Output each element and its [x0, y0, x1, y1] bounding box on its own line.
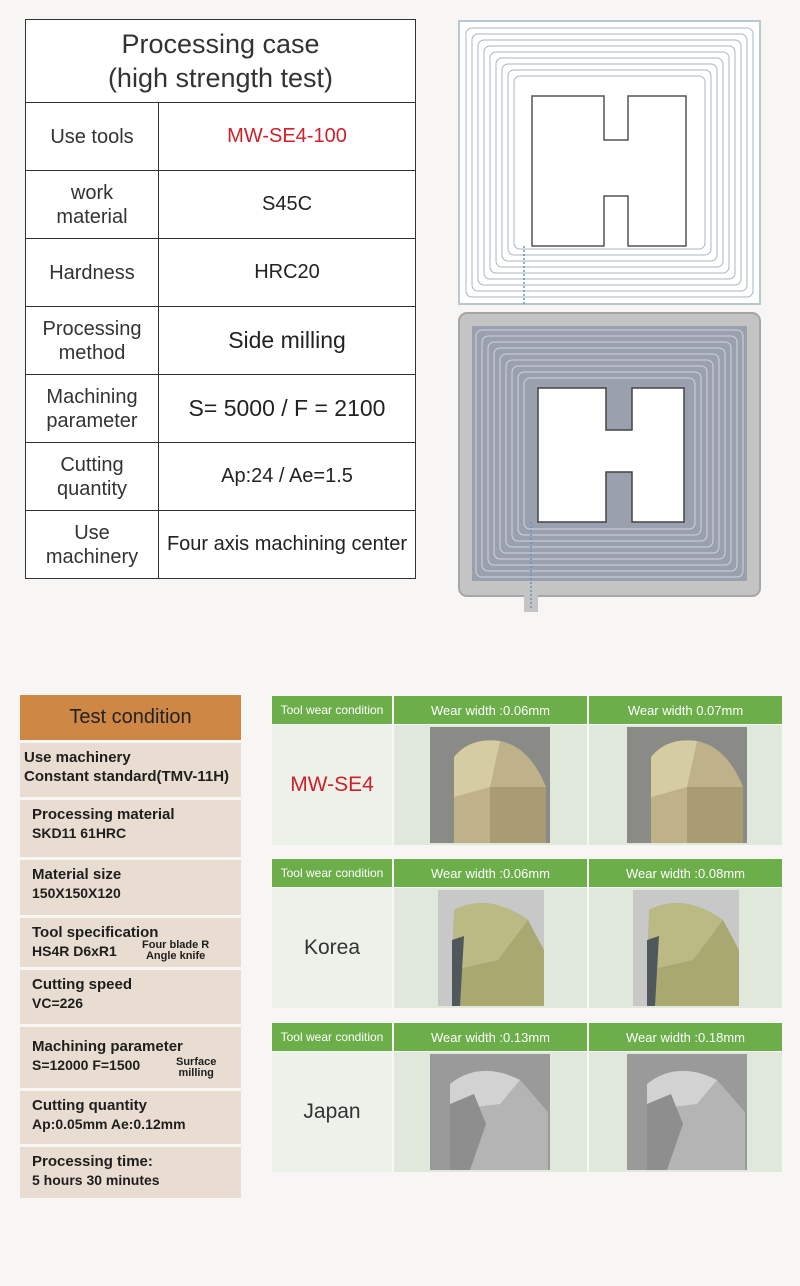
value-use-machinery: Four axis machining center — [159, 511, 416, 579]
brand-name: MW-SE4 — [272, 725, 392, 845]
label-line: parameter — [46, 409, 138, 432]
tool-photo-1 — [394, 888, 587, 1008]
toolpath-outline-image — [458, 20, 761, 305]
value-work-material: S45C — [159, 171, 416, 239]
tc-processing-material — [20, 800, 241, 857]
wear-width-1: Wear width :0.06mm — [394, 859, 587, 887]
tc-note-line: Angle knife — [145, 950, 206, 962]
tc-note — [176, 1057, 216, 1079]
label-line: Use — [74, 521, 110, 544]
wear-width-2: Wear width 0.07mm — [589, 696, 782, 724]
label-line: Machining — [46, 385, 138, 408]
tool-photo-2 — [589, 888, 782, 1008]
tc-line: SKD11 61HRC — [32, 825, 127, 841]
tc-line: Cutting speed — [32, 976, 132, 993]
tc-processing-time — [20, 1147, 241, 1198]
tc-line: HS4R D6xR1 — [32, 943, 117, 959]
tool-tip-photo-icon — [430, 727, 550, 843]
wear-block-japan — [272, 1023, 782, 1172]
label-machining-parameter — [26, 375, 159, 443]
label-line: method — [58, 341, 126, 364]
label-line: quantity — [56, 477, 128, 500]
wear-width-2: Wear width :0.08mm — [589, 859, 782, 887]
value-use-tools: MW-SE4-100 — [159, 103, 416, 171]
tc-use-machinery — [20, 743, 241, 797]
test-condition-panel — [20, 695, 241, 1198]
tc-tool-specification — [20, 918, 241, 967]
label-line: machinery — [45, 545, 139, 568]
tc-cutting-quantity — [20, 1091, 241, 1144]
tool-photo-2 — [589, 1052, 782, 1172]
tc-line: Constant standard(TMV-11H) — [24, 768, 230, 785]
tc-note-line: Surface — [176, 1056, 217, 1068]
wear-block-mw-se4 — [272, 696, 782, 845]
tc-line: Material size — [32, 866, 122, 883]
tc-cutting-speed — [20, 970, 241, 1024]
tc-material-size — [20, 860, 241, 915]
wear-condition-label: Tool wear condition — [272, 859, 392, 887]
tc-line: Processing material — [32, 806, 175, 823]
tc-line: S=12000 F=1500 — [32, 1057, 141, 1073]
value-processing-method: Side milling — [159, 307, 416, 375]
label-line: Cutting — [60, 453, 124, 476]
tc-line: Ap:0.05mm Ae:0.12mm — [32, 1116, 186, 1132]
tc-line: 5 hours 30 minutes — [32, 1172, 160, 1188]
tc-line: Cutting quantity — [32, 1097, 147, 1114]
title-line-2: (high strength test) — [107, 63, 334, 93]
tc-note-line: milling — [178, 1067, 214, 1079]
tool-tip-photo-icon — [627, 727, 747, 843]
title-line-1: Processing case — [121, 29, 320, 59]
value-machining-parameter: S= 5000 / F = 2100 — [159, 375, 416, 443]
tool-photo-2 — [589, 725, 782, 845]
brand-name: Korea — [272, 888, 392, 1008]
brand-name: Japan — [272, 1052, 392, 1172]
wear-condition-label: Tool wear condition — [272, 696, 392, 724]
toolpath-shaded-image — [458, 312, 761, 612]
value-hardness: HRC20 — [159, 239, 416, 307]
label-line: material — [56, 205, 128, 228]
wear-block-korea — [272, 859, 782, 1008]
label-processing-method — [26, 307, 159, 375]
tc-note-line: Four blade R — [142, 939, 210, 951]
tc-note — [142, 940, 209, 962]
tool-tip-photo-icon — [633, 890, 739, 1006]
label-hardness — [26, 239, 159, 307]
value-cutting-quantity: Ap:24 / Ae=1.5 — [159, 443, 416, 511]
label-line: work — [70, 181, 114, 204]
label-work-material — [26, 171, 159, 239]
label-line: Hardness — [49, 261, 135, 284]
label-cutting-quantity — [26, 443, 159, 511]
tc-line: Machining parameter — [32, 1038, 183, 1055]
tool-tip-photo-icon — [438, 890, 544, 1006]
wear-width-1: Wear width :0.13mm — [394, 1023, 587, 1051]
label-line: Use tools — [50, 125, 134, 148]
processing-case-title — [26, 20, 416, 103]
tool-photo-1 — [394, 1052, 587, 1172]
tool-photo-1 — [394, 725, 587, 845]
tc-line: VC=226 — [32, 995, 83, 1011]
wear-width-2: Wear width :0.18mm — [589, 1023, 782, 1051]
tc-line: Tool specification — [32, 924, 159, 941]
label-use-machinery — [26, 511, 159, 579]
wear-width-1: Wear width :0.06mm — [394, 696, 587, 724]
label-use-tools — [26, 103, 159, 171]
tc-machining-parameter — [20, 1027, 241, 1088]
tc-line: 150X150X120 — [32, 885, 121, 901]
wear-condition-label: Tool wear condition — [272, 1023, 392, 1051]
label-line: Processing — [42, 317, 142, 340]
processing-case-table — [25, 19, 416, 579]
tc-line: Processing time: — [32, 1153, 153, 1170]
tc-line: Use machinery — [24, 749, 131, 766]
tool-tip-photo-icon — [627, 1054, 747, 1170]
test-condition-header: Test condition — [20, 695, 241, 740]
tool-tip-photo-icon — [430, 1054, 550, 1170]
